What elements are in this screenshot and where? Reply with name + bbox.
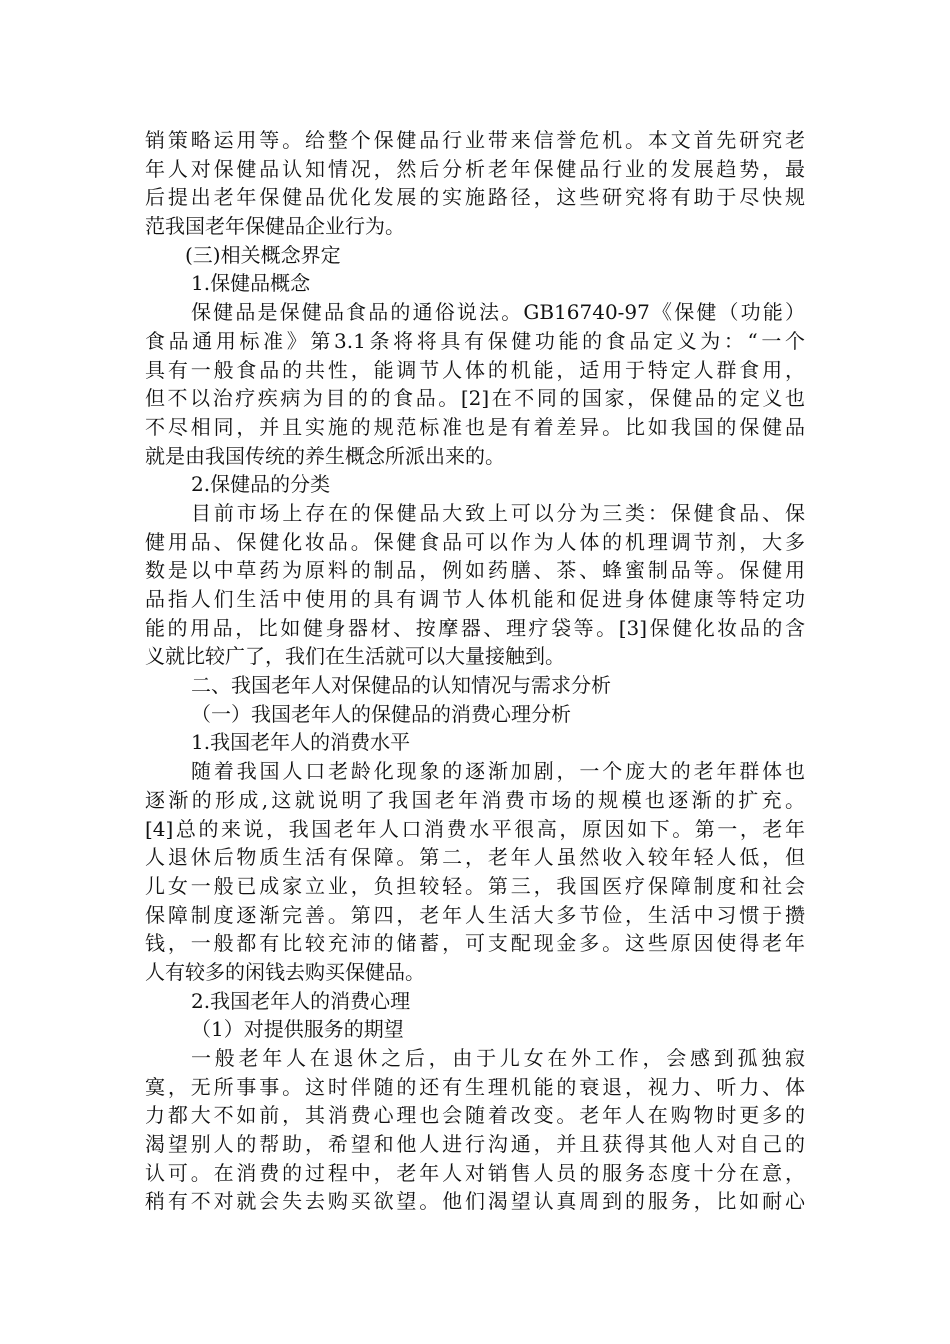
text-line: 品指人们生活中使用的具有调节人体机能和促进身体健康等特定功 xyxy=(145,587,805,611)
text-line: 后提出老年保健品优化发展的实施路径，这些研究将有助于尽快规 xyxy=(145,185,805,210)
text-line: 具有一般食品的共性，能调节人体的机能，适用于特定人群食用， xyxy=(145,357,805,382)
text-line: 一般老年人在退休之后，由于儿女在外工作，会感到孤独寂 xyxy=(191,1046,805,1070)
text-line: 食品通用标准》第3.1条将将具有保健功能的食品定义为：“一个 xyxy=(145,328,805,353)
text-line: 但不以治疗疾病为目的的食品。[2]在不同的国家，保健品的定义也 xyxy=(145,386,805,411)
text-line: 逐渐的形成,这就说明了我国老年消费市场的规模也逐渐的扩充。 xyxy=(145,787,805,812)
text-line: 不尽相同，并且实施的规范标准也是有着差异。比如我国的保健品 xyxy=(145,414,805,439)
subsection-heading: 2.保健品的分类 xyxy=(191,472,331,497)
text-line: 渴望别人的帮助，希望和他人进行沟通，并且获得其他人对自己的 xyxy=(145,1132,805,1157)
text-line: 范我国老年保健品企业行为。 xyxy=(145,214,405,239)
text-line: 儿女一般已成家立业，负担较轻。第三，我国医疗保障制度和社会 xyxy=(145,873,805,898)
document-page xyxy=(145,126,805,1216)
text-line: [4]总的来说，我国老年人口消费水平很高，原因如下。第一，老年 xyxy=(145,816,805,841)
text-line: 寞，无所事事。这时伴随的还有生理机能的衰退，视力、听力、体 xyxy=(145,1074,805,1099)
text-line: 数是以中草药为原料的制品，例如药膳、茶、蜂蜜制品等。保健用 xyxy=(145,558,805,583)
text-line: 人有较多的闲钱去购买保健品。 xyxy=(145,959,425,984)
text-line: 认可。在消费的过程中，老年人对销售人员的服务态度十分在意， xyxy=(145,1160,805,1185)
text-line: 就是由我国传统的养生概念所派出来的。 xyxy=(145,443,505,468)
text-line: 义就比较广了，我们在生活就可以大量接触到。 xyxy=(145,644,565,669)
text-line: 保障制度逐渐完善。第四，老年人生活大多节俭，生活中习惯于攒 xyxy=(145,902,805,927)
text-line: 销策略运用等。给整个保健品行业带来信誉危机。本文首先研究老 xyxy=(145,128,805,152)
text-line: 钱，一般都有比较充沛的储蓄，可支配现金多。这些原因使得老年 xyxy=(145,931,805,956)
text-line: 能的用品，比如健身器材、按摩器、理疗袋等。[3]保健化妆品的含 xyxy=(145,615,805,640)
text-line: 健用品、保健化妆品。保健食品可以作为人体的机理调节剂，大多 xyxy=(145,529,805,554)
subsection-heading: 1.保健品概念 xyxy=(191,271,311,296)
subsection-heading: （1）对提供服务的期望 xyxy=(191,1017,404,1042)
subsection-heading: 1.我国老年人的消费水平 xyxy=(191,730,411,755)
subsection-heading: 2.我国老年人的消费心理 xyxy=(191,988,411,1013)
text-line: 人退休后物质生活有保障。第二，老年人虽然收入较年轻人低，但 xyxy=(145,845,805,870)
text-line: 随着我国人口老龄化现象的逐渐加剧，一个庞大的老年群体也 xyxy=(191,759,805,784)
text-line: 力都大不如前，其消费心理也会随着改变。老年人在购物时更多的 xyxy=(145,1103,805,1128)
text-line: 年人对保健品认知情况，然后分析老年保健品行业的发展趋势，最 xyxy=(145,156,805,181)
section-heading: （一）我国老年人的保健品的消费心理分析 xyxy=(191,701,571,726)
text-line: 保健品是保健品食品的通俗说法。GB16740-97《保健（功能） xyxy=(191,300,805,325)
text-line: 稍有不对就会失去购买欲望。他们渴望认真周到的服务，比如耐心 xyxy=(145,1189,805,1214)
chapter-heading: 二、我国老年人对保健品的认知情况与需求分析 xyxy=(191,673,611,698)
text-line: 目前市场上存在的保健品大致上可以分为三类：保健食品、保 xyxy=(191,500,805,525)
section-heading: (三)相关概念界定 xyxy=(185,242,341,267)
